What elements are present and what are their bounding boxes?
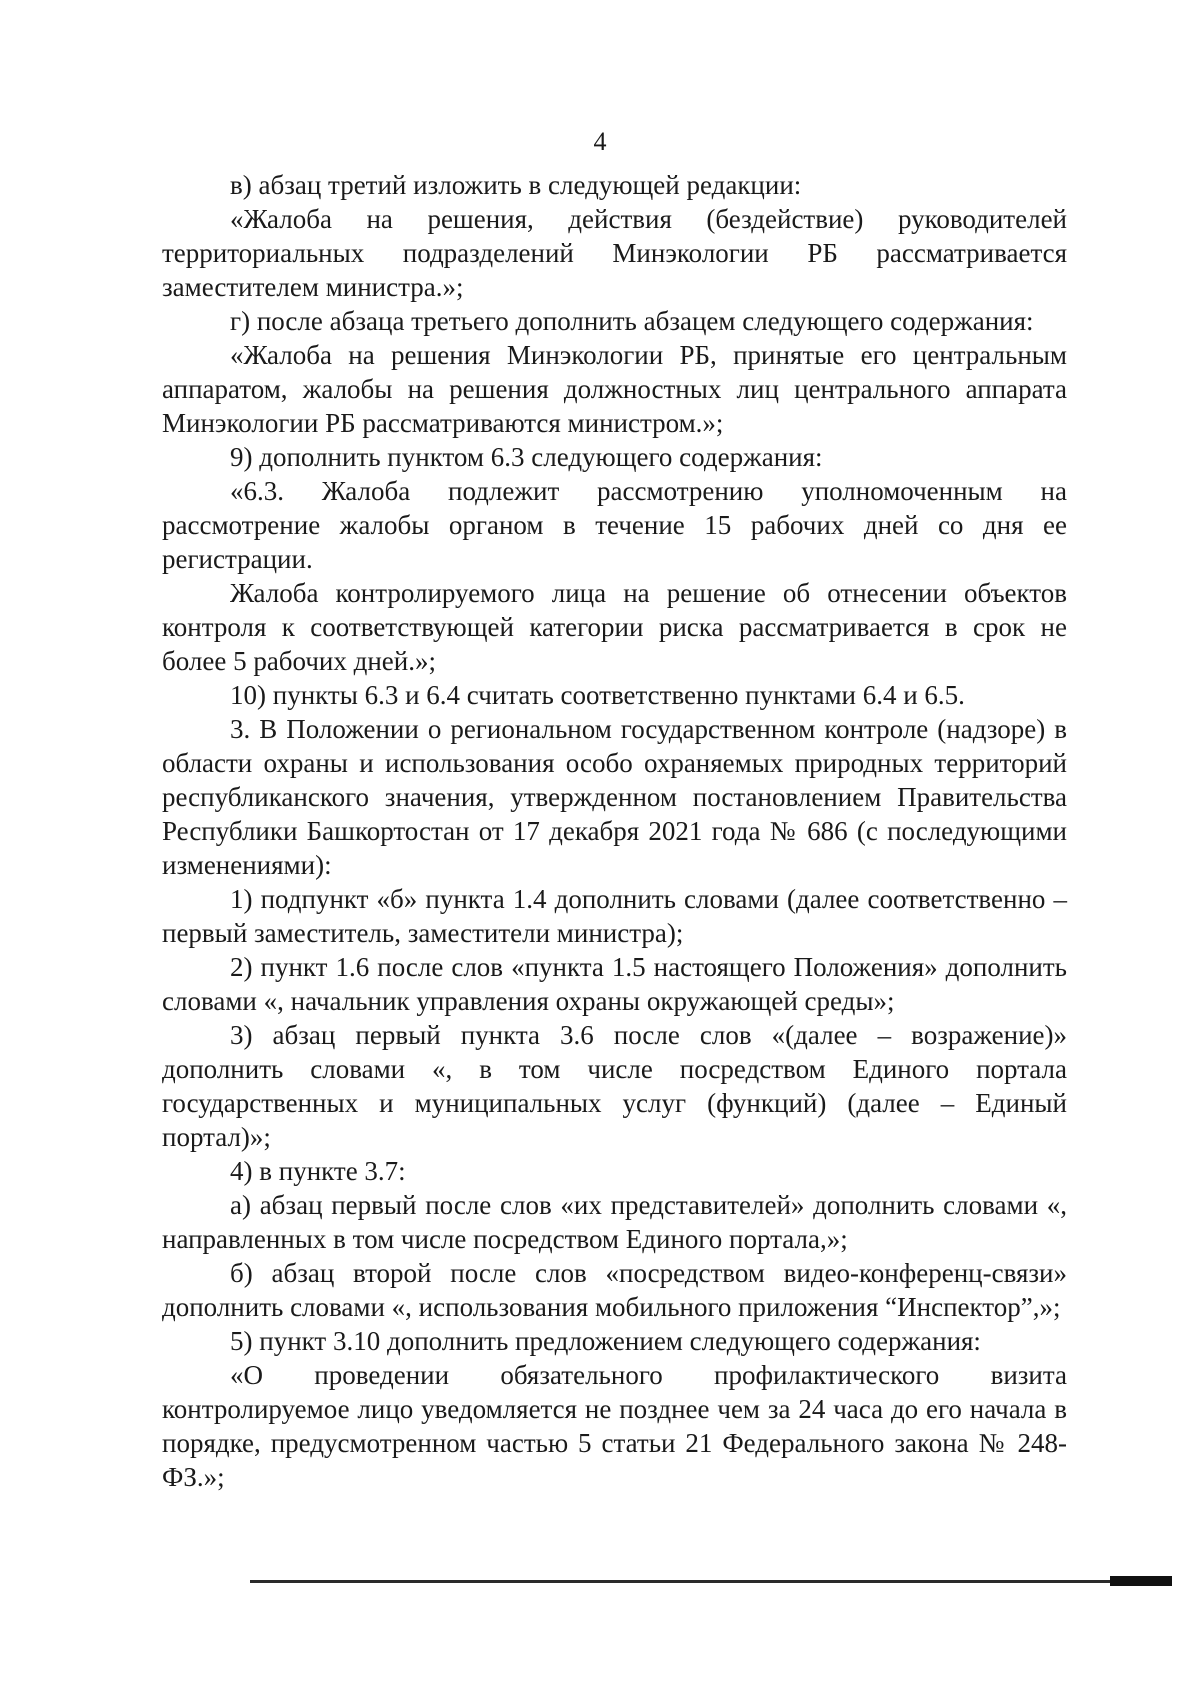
scan-edge-mark xyxy=(1110,1576,1172,1586)
paragraph: б) абзац второй после слов «посредством видео-конференц-связи» дополнить словами «, использования мобильного приложения “Инспектор”,»; xyxy=(162,1258,1067,1322)
paragraph: «Жалоба на решения Минэкологии РБ, принятые его центральным аппаратом, жалобы на решения должностных лиц центрального аппарата Минэкологии РБ рассматриваются министром.»; xyxy=(162,340,1067,438)
paragraph: «О проведении обязательного профилактического визита контролируемое лицо уведомляется не позднее чем за 24 часа до его начала в порядке, предусмотренном частью 5 статьи 21 Федерального закона № 248-ФЗ.»; xyxy=(162,1360,1067,1492)
paragraph: 3) абзац первый пункта 3.6 после слов «(далее – возражение)» дополнить словами «, в том числе посредством Единого портала государственных и муниципальных услуг (функций) (далее – Единый портал)»; xyxy=(162,1020,1067,1152)
page-number: 4 xyxy=(593,127,607,156)
document-body xyxy=(162,168,1067,1494)
paragraph: 10) пункты 6.3 и 6.4 считать соответственно пунктами 6.4 и 6.5. xyxy=(230,680,965,710)
paragraph: 9) дополнить пунктом 6.3 следующего содержания: xyxy=(230,442,823,472)
paragraph: Жалоба контролируемого лица на решение об отнесении объектов контроля к соответствующей категории риска рассматривается в срок не более 5 рабочих дней.»; xyxy=(162,578,1067,676)
paragraph: «Жалоба на решения, действия (бездействие) руководителей территориальных подразделений Минэкологии РБ рассматривается заместителем министра.»; xyxy=(162,204,1067,302)
paragraph: 1) подпункт «б» пункта 1.4 дополнить словами (далее соответственно – первый заместитель, заместители министра); xyxy=(162,884,1067,948)
scan-edge-line xyxy=(250,1580,1170,1583)
paragraph: 3. В Положении о региональном государственном контроле (надзоре) в области охраны и использования особо охраняемых природных территорий республиканского значения, утвержденном постановлением Правительства Республики Башкортостан от 17 декабря 2021 года № 686 (с последующими изменениями): xyxy=(162,714,1067,880)
paragraph: а) абзац первый после слов «их представителей» дополнить словами «, направленных в том числе посредством Единого портала,»; xyxy=(162,1190,1067,1254)
paragraph: 2) пункт 1.6 после слов «пункта 1.5 настоящего Положения» дополнить словами «, начальник управления охраны окружающей среды»; xyxy=(162,952,1067,1016)
paragraph: в) абзац третий изложить в следующей редакции: xyxy=(230,170,802,200)
paragraph: «6.3. Жалоба подлежит рассмотрению уполномоченным на рассмотрение жалобы органом в течение 15 рабочих дней со дня ее регистрации. xyxy=(162,476,1067,574)
paragraph: г) после абзаца третьего дополнить абзацем следующего содержания: xyxy=(230,306,1034,336)
paragraph: 5) пункт 3.10 дополнить предложением следующего содержания: xyxy=(230,1326,981,1356)
paragraph: 4) в пункте 3.7: xyxy=(230,1156,406,1186)
